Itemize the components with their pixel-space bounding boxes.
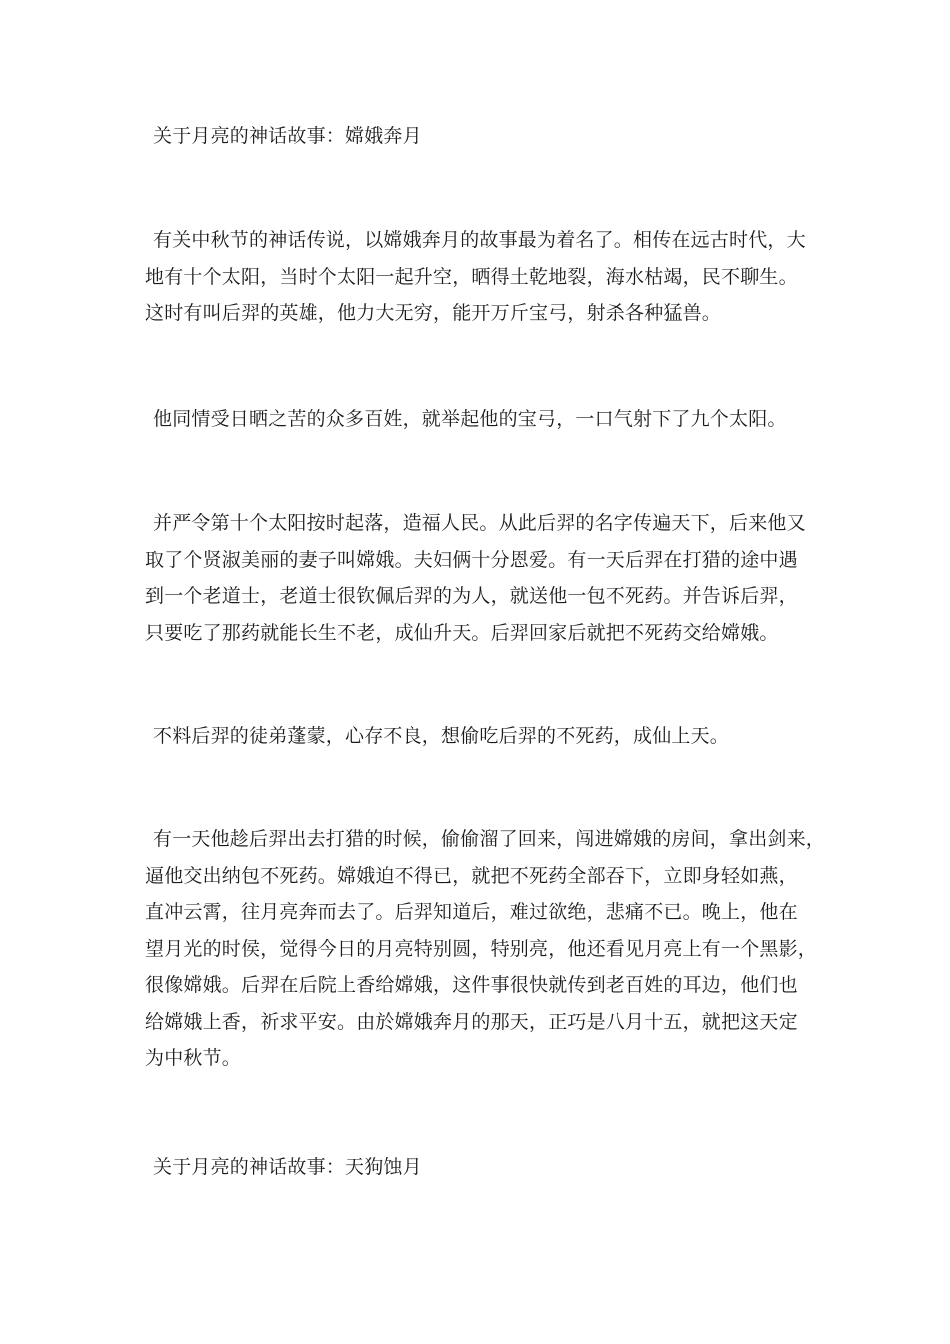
heading-text: 关于月亮的神话故事：天狗蚀月	[153, 1156, 422, 1178]
paragraph-line: 直冲云霄，往月亮奔而去了。后羿知道后，难过欲绝，悲痛不已。晚上，他在	[145, 901, 798, 923]
section-heading-tiangou	[145, 1149, 810, 1186]
paragraph-2	[145, 401, 810, 438]
paragraph-line: 这时有叫后羿的英雄，他力大无穷，能开万斤宝弓，射杀各种猛兽。	[145, 302, 722, 324]
paragraph-line: 有关中秋节的神话传说，以嫦娥奔月的故事最为着名了。相传在远古时代，大	[153, 229, 806, 251]
paragraph-line: 并严令第十个太阳按时起落，造福人民。从此后羿的名字传遍天下，后来他又	[153, 512, 806, 534]
paragraph-line: 不料后羿的徒弟蓬蒙，心存不良，想偷吃后羿的不死药，成仙上天。	[153, 725, 730, 747]
paragraph-line: 有一天他趁后羿出去打猎的时候，偷偷溜了回来，闯进嫦娥的房间，拿出剑来，	[153, 828, 826, 850]
paragraph-line: 只要吃了那药就能长生不老，成仙升天。后羿回家后就把不死药交给嫦娥。	[145, 621, 779, 644]
paragraph-line: 地有十个太阳，当时个太阳一起升空，晒得土乾地裂，海水枯竭，民不聊生。	[145, 265, 798, 288]
paragraph-line: 很像嫦娥。后羿在后院上香给嫦娥，这件事很快就传到老百姓的耳边，他们也	[145, 974, 798, 996]
paragraph-line: 取了个贤淑美丽的妻子叫嫦娥。夫妇俩十分恩爱。有一天后羿在打猎的途中遇	[145, 548, 798, 571]
paragraph-4	[145, 718, 810, 755]
paragraph-line: 逼他交出纳包不死药。嫦娥迫不得已，就把不死药全部吞下，立即身轻如燕，	[145, 864, 798, 887]
paragraph-line: 望月光的时侯，觉得今日的月亮特别圆，特别亮，他还看见月亮上有一个黑影，	[145, 937, 818, 960]
paragraph-line: 他同情受日晒之苦的众多百姓，就举起他的宝弓，一口气射下了九个太阳。	[153, 408, 787, 430]
paragraph-1	[145, 222, 810, 332]
paragraph-line: 给嫦娥上香，祈求平安。由於嫦娥奔月的那天，正巧是八月十五，就把这天定	[145, 1010, 798, 1033]
section-heading-chang-e	[145, 118, 810, 155]
paragraph-3	[145, 505, 810, 651]
paragraph-line: 为中秋节。	[145, 1047, 242, 1069]
paragraph-5	[145, 821, 826, 1077]
paragraph-line: 到一个老道士，老道士很钦佩后羿的为人，就送他一包不死药。并告诉后羿，	[145, 585, 798, 607]
heading-text: 关于月亮的神话故事：嫦娥奔月	[153, 125, 422, 147]
